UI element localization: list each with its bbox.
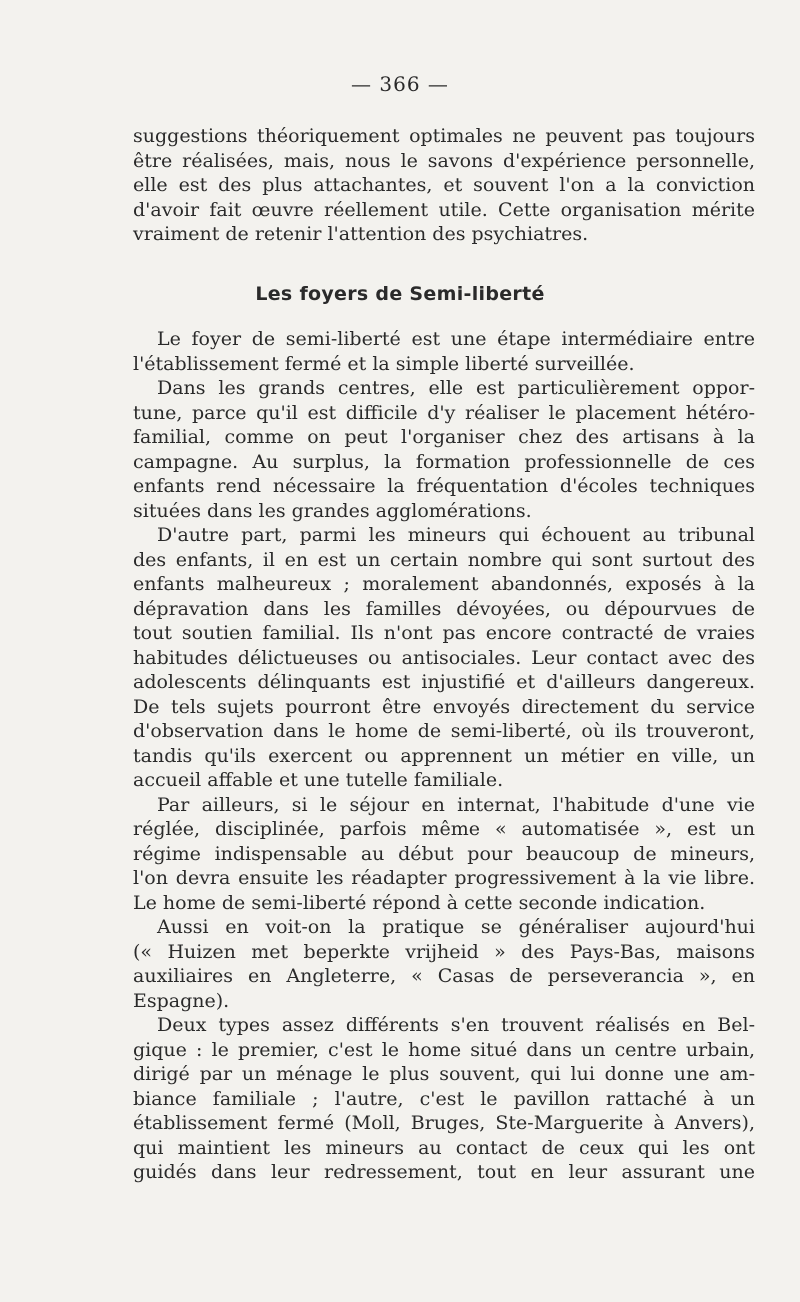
text-line: enfants rend nécessaire la fréquentation d'écoles techniques	[133, 475, 755, 497]
text-line: Deux types assez différents s'en trouvent réalisés en Bel-	[157, 1014, 755, 1036]
text-line: adolescents délinquants est injustifié et d'ailleurs dangereux.	[133, 671, 755, 693]
text-line: suggestions théoriquement optimales ne peuvent pas toujours	[133, 125, 755, 147]
text-line: des enfants, il en est un certain nombre qui sont surtout des	[133, 548, 755, 571]
text-line: situées dans les grandes agglomérations.	[133, 499, 532, 522]
text-line: Espagne).	[133, 989, 230, 1012]
text-line: habitudes délictueuses ou antisociales. Leur contact avec des	[133, 646, 755, 669]
text-line: De tels sujets pourront être envoyés directement du service	[133, 695, 755, 718]
text-line: dépravation dans les familles dévoyées, ou dépourvues de	[133, 597, 755, 620]
text-line: elle est des plus attachantes, et souvent l'on a la conviction	[133, 174, 755, 196]
text-line: dirigé par un ménage le plus souvent, qui lui donne une am-	[133, 1063, 755, 1085]
text-line: qui maintient les mineurs au contact de ceux qui les ont	[133, 1136, 755, 1159]
page-number: — 366 —	[351, 72, 449, 96]
text-line: tune, parce qu'il est difficile d'y réaliser le placement hétéro-	[133, 401, 755, 424]
text-line: régime indispensable au début pour beaucoup de mineurs,	[133, 842, 755, 865]
text-line: Le home de semi-liberté répond à cette seconde indication.	[133, 891, 706, 914]
text-line: être réalisées, mais, nous le savons d'expérience personnelle,	[133, 149, 755, 172]
text-line: vraiment de retenir l'attention des psychiatres.	[133, 223, 589, 245]
text-line: Le foyer de semi-liberté est une étape intermédiaire entre	[157, 328, 755, 350]
text-line: tout soutien familial. Ils n'ont pas encore contracté de vraies	[133, 622, 755, 644]
text-line: guidés dans leur redressement, tout en leur assurant une	[133, 1161, 755, 1183]
text-line: établissement fermé (Moll, Bruges, Ste-Marguerite à Anvers),	[133, 1112, 755, 1134]
text-line: tandis qu'ils exercent ou apprennent un métier en ville, un	[133, 744, 755, 767]
text-line: Aussi en voit-on la pratique se généraliser aujourd'hui	[157, 916, 755, 938]
text-line: gique : le premier, c'est le home situé dans un centre urbain,	[133, 1038, 755, 1061]
text-line: biance familiale ; l'autre, c'est le pavillon rattaché à un	[133, 1087, 755, 1110]
text-line: l'on devra ensuite les réadapter progressivement à la vie libre.	[133, 867, 755, 889]
intro-paragraph	[133, 124, 755, 247]
text-line: d'observation dans le home de semi-liberté, où ils trouveront,	[133, 720, 755, 742]
text-line: D'autre part, parmi les mineurs qui échouent au tribunal	[157, 524, 755, 546]
section-heading: Les foyers de Semi-liberté	[255, 283, 545, 305]
text-line: d'avoir fait œuvre réellement utile. Cette organisation mérite	[133, 198, 755, 221]
text-line: l'établissement fermé et la simple liberté surveillée.	[133, 352, 635, 375]
text-line: Dans les grands centres, elle est particulièrement oppor-	[157, 377, 755, 399]
text-line: accueil affable et une tutelle familiale.	[133, 769, 504, 791]
text-line: campagne. Au surplus, la formation professionnelle de ces	[133, 450, 755, 473]
section-body	[133, 327, 755, 1185]
text-line: (« Huizen met beperkte vrijheid » des Pays-Bas, maisons	[133, 940, 755, 963]
text-line: Par ailleurs, si le séjour en internat, l'habitude d'une vie	[157, 793, 755, 816]
text-line: enfants malheureux ; moralement abandonnés, exposés à la	[133, 573, 755, 595]
text-line: réglée, disciplinée, parfois même « automatisée », est un	[133, 818, 755, 840]
text-line: auxiliaires en Angleterre, « Casas de perseverancia », en	[133, 965, 755, 987]
text-line: familial, comme on peut l'organiser chez des artisans à la	[133, 426, 755, 448]
